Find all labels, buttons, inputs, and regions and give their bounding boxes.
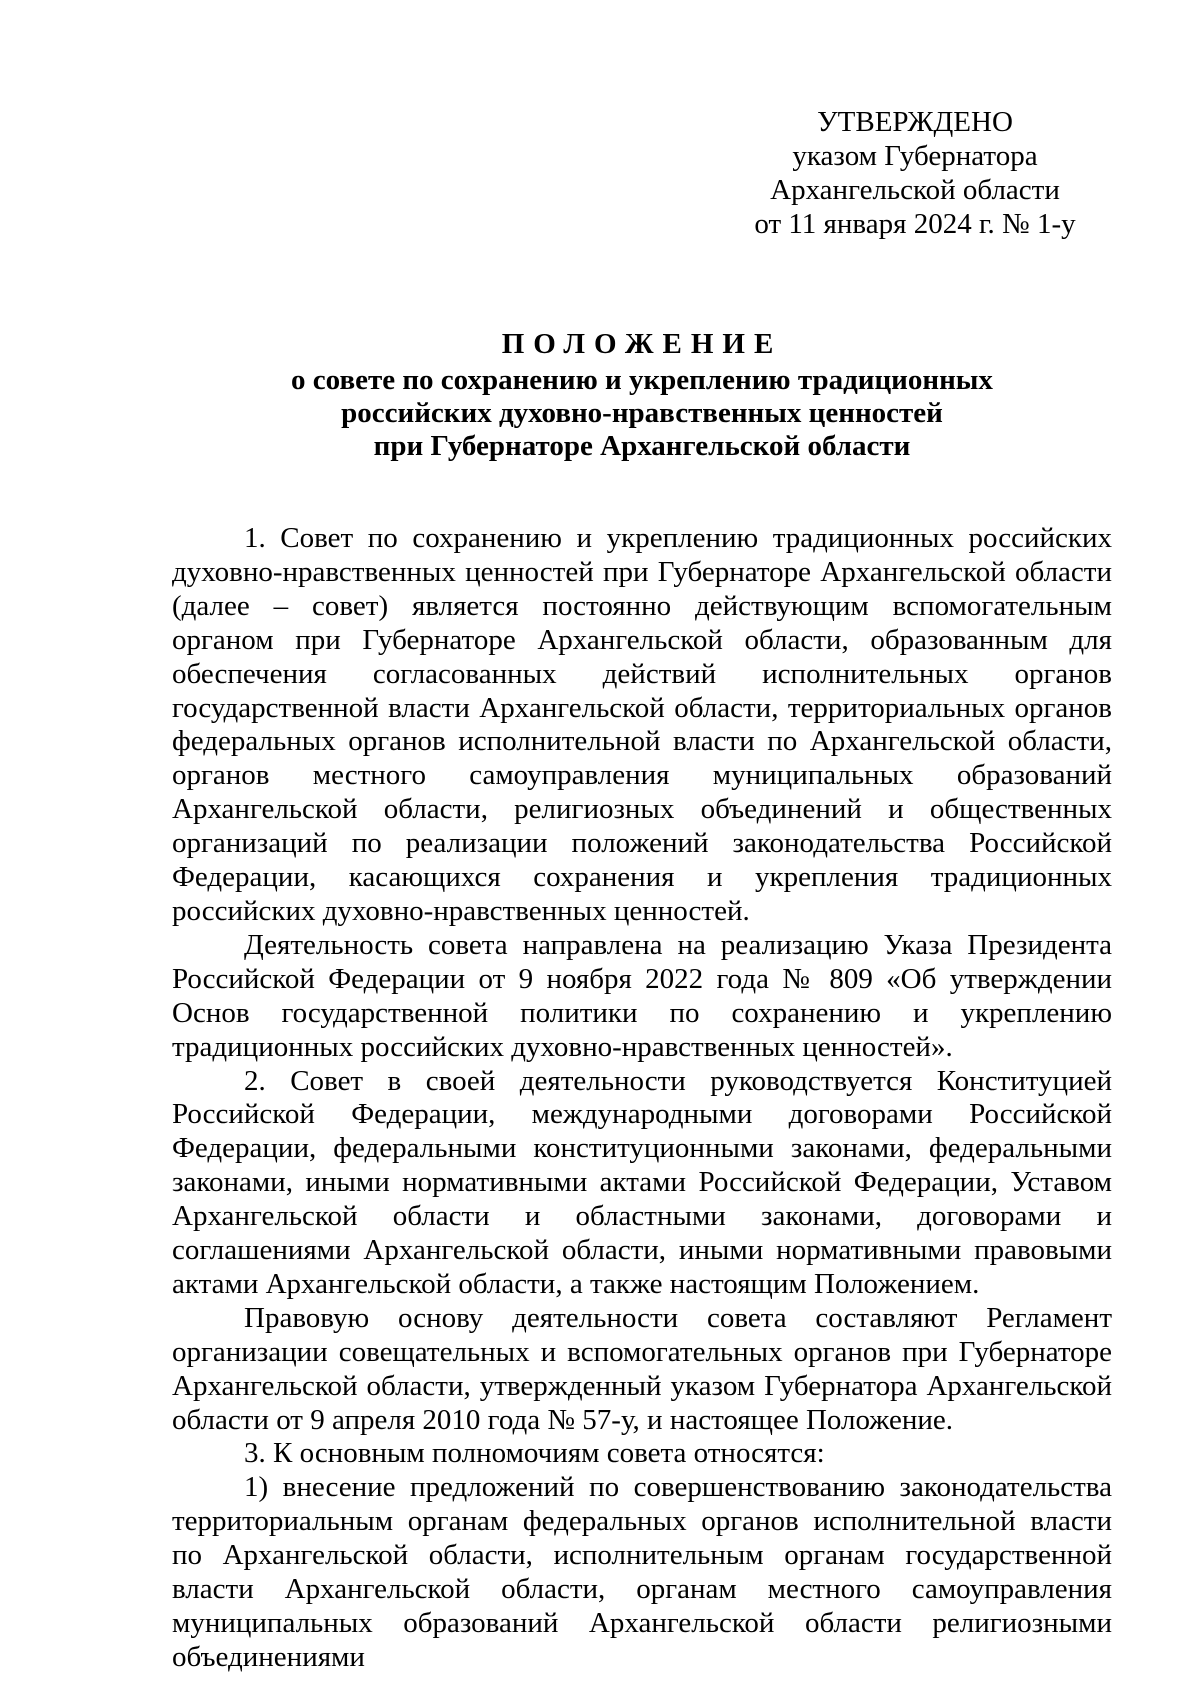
paragraph-activity: Деятельность совета направлена на реализацию Указа Президента Российской Федерации от 9 ноября 2022 года № 809 «Об утверждении Основ государственной политики по сохранению и укреплению традиционных российских духовно-нравственных ценностей».: [172, 928, 1112, 1063]
paragraph-subclause-1: 1) внесение предложений по совершенствованию законодательства территориальным органам федеральных органов исполнительной власти по Архангельской области, исполнительным органам государственной власти Архангельской области, органам местного самоуправления муниципальных образований Архангельской области религиозными объединениями: [172, 1471, 1112, 1673]
document-subtitle-line: о совете по сохранению и укреплению традиционных: [291, 364, 993, 396]
approval-line-approved: УТВЕРЖДЕНО: [817, 106, 1013, 138]
document-heading: ПОЛОЖЕНИЕ: [501, 328, 783, 360]
approval-line-date: от 11 января 2024 г. № 1-у: [754, 208, 1076, 240]
paragraph-clause-3: 3. К основным полномочиям совета относятся:: [244, 1437, 825, 1470]
approval-stamp: [730, 105, 1100, 241]
approval-line-decree: указом Губернатора: [792, 140, 1038, 172]
approval-line-region: Архангельской области: [770, 174, 1060, 206]
document-title-block: [172, 328, 1112, 463]
document-subtitle-line: российских духовно-нравственных ценностей: [341, 397, 943, 429]
paragraph-clause-1: 1. Совет по сохранению и укреплению традиционных российских духовно-нравственных ценностей при Губернаторе Архангельской области (далее – совет) является постоянно действующим вспомогательным органом при Губернаторе Архангельской области, образованным для обеспечения согласованных действий исполнительных органов государственной власти Архангельской области, территориальных органов федеральных органов исполнительной власти по Архангельской области, органов местного самоуправления муниципальных образований Архангельской области, религиозных объединений и общественных организаций по реализации положений законодательства Российской Федерации, касающихся сохранения и укрепления традиционных российских духовно-нравственных ценностей.: [172, 522, 1112, 927]
paragraph-legal-basis: Правовую основу деятельности совета составляют Регламент организации совещательных и вспомогательных органов при Губернаторе Архангельской области, утвержденный указом Губернатора Архангельской области от 9 апреля 2010 года № 57-у, и настоящее Положение.: [172, 1301, 1112, 1436]
document-body: [172, 522, 1112, 1675]
paragraph-clause-2: 2. Совет в своей деятельности руководствуется Конституцией Российской Федерации, международными договорами Российской Федерации, федеральными конституционными законами, федеральными законами, иными нормативными актами Российской Федерации, Уставом Архангельской области и областными законами, договорами и соглашениями Архангельской области, иными нормативными правовыми актами Архангельской области, а также настоящим Положением.: [172, 1064, 1112, 1300]
document-subtitle-line: при Губернаторе Архангельской области: [373, 430, 911, 462]
